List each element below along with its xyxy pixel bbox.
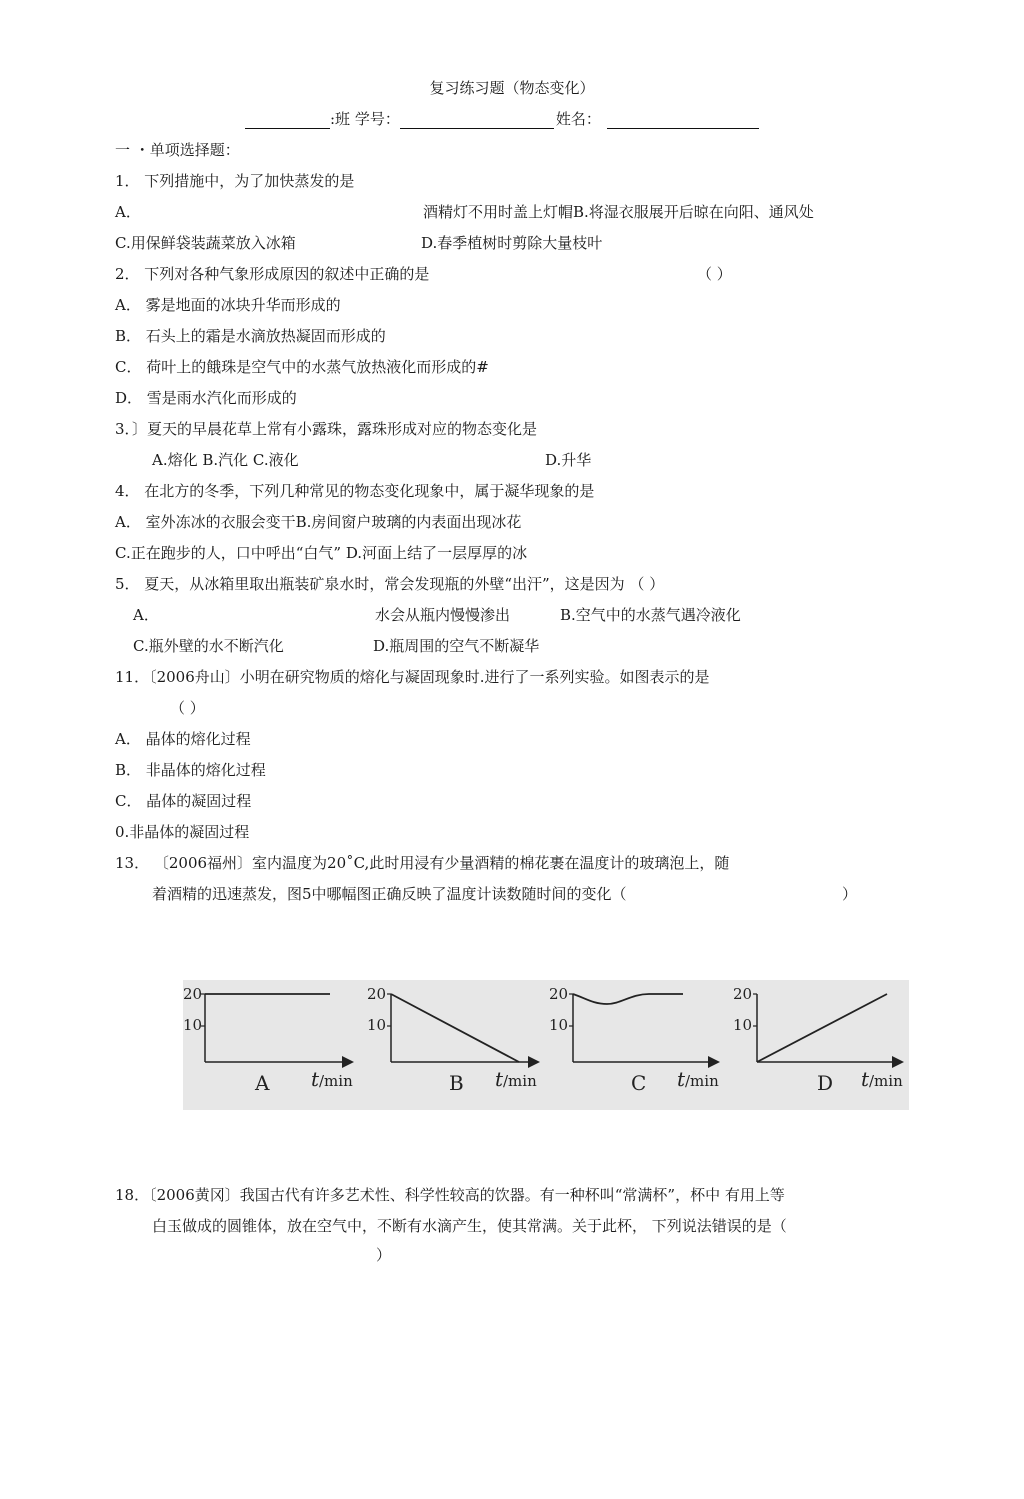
- graph-b: [367, 985, 537, 1095]
- graph-d: [733, 985, 903, 1095]
- q13-answer-paren-end: ）: [842, 885, 858, 903]
- graph-a-y-label-20: 20: [183, 985, 203, 1003]
- q2-option-b: B． 石头上的霜是水滴放热凝固而形成的: [115, 327, 386, 345]
- q3-options-abc: A.熔化 B.汽化 C.液化: [152, 451, 299, 469]
- graph-b-letter: B: [449, 1071, 464, 1095]
- q4-stem: 4． 在北方的冬季，下列几种常见的物态变化现象中，属于凝华现象的是: [115, 482, 595, 500]
- q2-answer-paren: （ ）: [697, 265, 732, 283]
- graph-b-unit-label: /min: [503, 1072, 537, 1090]
- q11-option-d: 0.非晶体的凝固过程: [115, 823, 250, 841]
- number-blank[interactable]: [400, 111, 554, 129]
- q11-stem: 11．〔2006舟山〕小明在研究物质的熔化与凝固现象时.进行了一系列实验。如图表示的是: [115, 668, 710, 686]
- graph-d-y-label-10: 10: [733, 1016, 753, 1034]
- graph-c-t-label: t: [677, 1067, 686, 1091]
- page-title: 复习练习题（物态变化）: [429, 79, 595, 97]
- q1-stem: 1． 下列措施中，为了加快蒸发的是: [115, 172, 355, 190]
- graph-d-letter: D: [817, 1071, 834, 1095]
- q5-option-a: 水会从瓶内慢慢渗出: [375, 606, 511, 624]
- graph-c-y-label-20: 20: [549, 985, 569, 1003]
- name-blank[interactable]: [607, 111, 759, 129]
- q3-stem: 3．〕夏天的早晨花草上常有小露珠，露珠形成对应的物态变化是: [115, 420, 538, 438]
- class-blank[interactable]: [245, 111, 330, 129]
- graph-d-unit-label: /min: [869, 1072, 903, 1090]
- graph-c-curve: [573, 994, 683, 1004]
- q11-option-b: B． 非晶体的熔化过程: [115, 761, 266, 779]
- graph-c: [549, 985, 719, 1095]
- graph-d-curve: [757, 994, 887, 1062]
- q18-answer-paren-end: ）: [376, 1246, 392, 1264]
- q18-stem-line1: 18．〔2006黄冈〕我国古代有许多艺术性、科学性较高的饮器。有一种杯叫“常满杯”，杯中 有用上等: [115, 1186, 785, 1204]
- q5-option-d: D.瓶周围的空气不断凝华: [373, 637, 540, 655]
- q3-option-d: D.升华: [545, 451, 592, 469]
- graph-b-t-label: t: [495, 1067, 504, 1091]
- graph-a-y-label-10: 10: [183, 1016, 203, 1034]
- q1-option-d: D.春季植树时剪除大量枝叶: [421, 234, 603, 252]
- graph-d-t-label: t: [861, 1067, 870, 1091]
- q1-option-a-prefix: A．: [115, 203, 141, 221]
- graph-c-y-label-10: 10: [549, 1016, 569, 1034]
- q11-answer-paren: （ ）: [170, 699, 205, 717]
- graph-a-unit-label: /min: [319, 1072, 353, 1090]
- temperature-time-graphs: [183, 980, 909, 1110]
- figure-5: [183, 980, 909, 1110]
- graph-b-y-label-20: 20: [367, 985, 387, 1003]
- graph-c-unit-label: /min: [685, 1072, 719, 1090]
- q2-option-d: D． 雪是雨水汽化而形成的: [115, 389, 297, 407]
- q11-option-a: A． 晶体的熔化过程: [115, 730, 251, 748]
- q18-stem-line2: 白玉做成的圆锥体，放在空气中，不断有水滴产生，使其常满。关于此杯， 下列说法错误的是（: [152, 1217, 787, 1235]
- class-label: :班: [330, 110, 351, 128]
- q5-stem: 5． 夏天，从冰箱里取出瓶装矿泉水时，常会发现瓶的外壁“出汗”，这是因为 （ ）: [115, 575, 665, 593]
- q4-options-ab: A． 室外冻冰的衣服会变干B.房间窗户玻璃的内表面出现冰花: [115, 513, 522, 531]
- q5-option-a-prefix: A．: [133, 606, 159, 624]
- q2-option-a: A． 雾是地面的冰块升华而形成的: [115, 296, 341, 314]
- graph-b-curve: [391, 994, 519, 1062]
- q2-stem: 2． 下列对各种气象形成原因的叙述中正确的是: [115, 265, 430, 283]
- student-info-line: [245, 109, 759, 129]
- section-heading: 一 ・单项选择题：: [115, 141, 240, 159]
- graph-a-letter: A: [255, 1071, 270, 1095]
- graph-a-t-label: t: [311, 1067, 320, 1091]
- q4-options-cd: C.正在跑步的人，口中呼出“白气” D.河面上结了一层厚厚的冰: [115, 544, 528, 562]
- graph-a: [183, 985, 353, 1095]
- q1-option-c: C.用保鲜袋装蔬菜放入冰箱: [115, 234, 296, 252]
- q5-option-b: B.空气中的水蒸气遇冷液化: [560, 606, 741, 624]
- q5-option-c: C.瓶外壁的水不断汽化: [133, 637, 284, 655]
- number-label: 学号：: [354, 110, 400, 128]
- q1-option-ab: 酒精灯不用时盖上灯帽B.将湿衣服展开后晾在向阳、通风处: [423, 203, 814, 221]
- name-label: 姓名：: [555, 110, 601, 128]
- q13-stem-line2: 着酒精的迅速蒸发，图5中哪幅图正确反映了温度计读数随时间的变化（: [152, 885, 627, 903]
- q13-stem-line1: 13． 〔2006福州〕室内温度为20˚C,此时用浸有少量酒精的棉花裹在温度计的玻璃泡上，随: [115, 854, 730, 872]
- graph-d-y-label-20: 20: [733, 985, 753, 1003]
- q11-option-c: C． 晶体的凝固过程: [115, 792, 252, 810]
- q2-option-c: C． 荷叶上的餓珠是空气中的水蒸气放热液化而形成的#: [115, 358, 489, 376]
- graph-b-y-label-10: 10: [367, 1016, 387, 1034]
- graph-c-letter: C: [631, 1071, 647, 1095]
